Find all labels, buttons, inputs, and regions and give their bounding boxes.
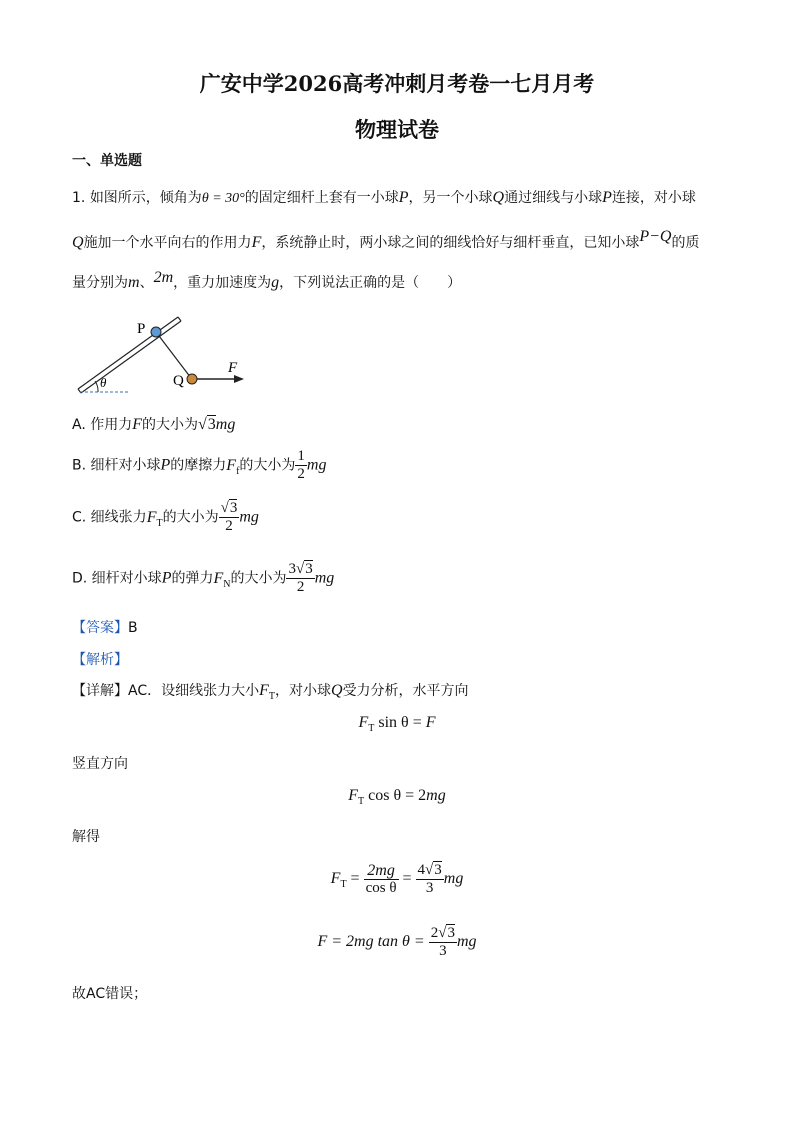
vertical-label: 竖直方向	[72, 756, 128, 772]
option-c: C. 细线张力$F_T$的大小为 $\frac{√3}{2}$ mg	[72, 500, 259, 534]
option-b: B. 细杆对小球P的摩擦力$F_f$的大小为 $\frac{1}{2}$ mg	[72, 448, 327, 482]
incline-rod-figure	[70, 305, 270, 400]
question-line-1: 1. 如图所示，倾角为θ = 30°的固定细杆上套有一小球P，另一个小球Q通过细线与小球P连接，对小球	[72, 189, 696, 206]
option-a: A. 作用力F的大小为√3mg	[72, 416, 236, 433]
ball-p	[151, 327, 161, 337]
fraction-b: $\frac{1}{2}$	[297, 448, 305, 482]
answer-value: B	[128, 620, 138, 636]
option-d: D. 细杆对小球P的弹力$F_N$的大小为 $\frac{3√3}{2}$ mg	[72, 561, 335, 595]
question-number: 1.	[72, 190, 86, 206]
label-f: F	[228, 360, 238, 376]
fraction-c: $\frac{√3}{2}$	[220, 500, 238, 534]
equation-1: $F_T$ sin θ = F	[358, 714, 436, 734]
label-q: Q	[173, 373, 184, 389]
section-heading: 一、单选题	[72, 153, 142, 169]
pq-label: P−Q	[639, 228, 672, 245]
question-line-2: Q施加一个水平向右的作用力F，系统静止时，两小球之间的细线恰好与细杆垂直，已知小球P−Q的质	[72, 228, 700, 251]
detail-line: 【详解】AC．设细线张力大小$F_T$，对小球Q受力分析，水平方向	[72, 682, 469, 702]
equation-2: $F_T$ cos θ = 2mg	[348, 787, 446, 807]
conclusion: 故AC错误；	[72, 986, 148, 1002]
page-title: 广安中学2026高考冲刺月考卷一七月月考	[199, 71, 595, 96]
theta-label: θ	[100, 375, 107, 390]
question-line-3: 量分别为m、2m，重力加速度为g，下列说法正确的是（ ）	[72, 269, 462, 291]
solve-label: 解得	[72, 829, 100, 845]
equation-4: F = 2mg tan θ = $\frac{2√3}{3}$ mg	[317, 925, 477, 959]
ball-q	[187, 374, 197, 384]
answer-line	[72, 618, 138, 638]
equation-3: $F_T$ = $\frac{2mg}{\text{cos θ}}$ = $\frac{4√3}{3}$ mg	[330, 862, 464, 896]
answer-tag: 【答案】	[72, 620, 128, 636]
page-subtitle: 物理试卷	[355, 117, 439, 142]
detail-tag: 【详解】	[72, 683, 128, 699]
fraction-d: $\frac{3√3}{2}$	[288, 561, 313, 595]
analysis-tag: 【解析】	[72, 652, 128, 668]
label-p: P	[137, 321, 146, 337]
theta-condition: θ = 30°	[201, 191, 245, 206]
